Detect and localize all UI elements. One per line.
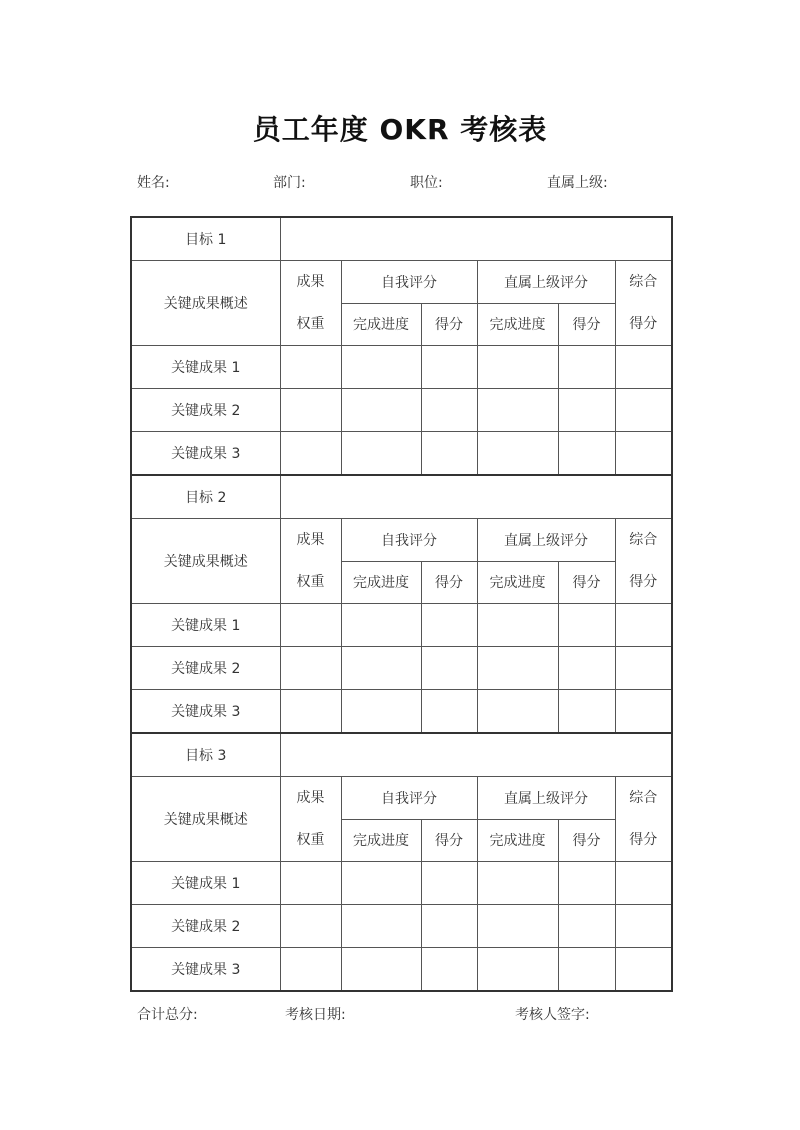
table-row [131, 604, 672, 647]
weight-cell[interactable] [280, 948, 341, 992]
overall-header-bottom: 得分 [629, 832, 658, 848]
okr-table [130, 216, 673, 992]
supervisor-score-header: 得分 [558, 561, 615, 604]
kr-summary-header: 关键成果概述 [131, 519, 280, 604]
footer-row [0, 1004, 800, 1024]
weight-cell[interactable] [280, 346, 341, 389]
weight-header [280, 261, 341, 346]
supervisor-eval-header: 直属上级评分 [477, 777, 615, 820]
weight-cell[interactable] [280, 432, 341, 476]
self-progress-cell[interactable] [341, 432, 421, 476]
table-row [131, 690, 672, 734]
weight-header-top: 成果 [296, 532, 325, 548]
overall-score-cell[interactable] [615, 862, 672, 905]
supervisor-score-cell[interactable] [558, 948, 615, 992]
supervisor-progress-cell[interactable] [477, 432, 558, 476]
goal-section-2 [131, 475, 672, 733]
department-label: 部门: [273, 175, 306, 191]
self-progress-cell[interactable] [341, 905, 421, 948]
goal-label: 目标 3 [131, 733, 280, 777]
kr-label: 关键成果 2 [131, 389, 280, 432]
weight-header-top: 成果 [296, 274, 325, 290]
self-progress-cell[interactable] [341, 389, 421, 432]
supervisor-score-header: 得分 [558, 819, 615, 862]
supervisor-score-cell[interactable] [558, 862, 615, 905]
kr-label: 关键成果 3 [131, 948, 280, 992]
supervisor-score-cell[interactable] [558, 647, 615, 690]
reviewer-signature-label: 考核人签字: [515, 1007, 590, 1023]
weight-header-bottom: 权重 [296, 574, 325, 590]
self-progress-cell[interactable] [341, 346, 421, 389]
supervisor-score-header: 得分 [558, 303, 615, 346]
self-score-cell[interactable] [421, 346, 477, 389]
kr-summary-header: 关键成果概述 [131, 777, 280, 862]
self-progress-cell[interactable] [341, 604, 421, 647]
supervisor-progress-cell[interactable] [477, 346, 558, 389]
position-label: 职位: [410, 175, 443, 191]
weight-cell[interactable] [280, 389, 341, 432]
table-row [131, 647, 672, 690]
weight-header-bottom: 权重 [296, 316, 325, 332]
self-score-cell[interactable] [421, 690, 477, 734]
self-score-cell[interactable] [421, 647, 477, 690]
overall-score-cell[interactable] [615, 389, 672, 432]
self-score-cell[interactable] [421, 905, 477, 948]
kr-label: 关键成果 1 [131, 346, 280, 389]
self-score-cell[interactable] [421, 432, 477, 476]
supervisor-eval-header: 直属上级评分 [477, 261, 615, 304]
weight-header-top: 成果 [296, 790, 325, 806]
goal-input-cell[interactable] [280, 733, 672, 777]
name-label: 姓名: [137, 175, 170, 191]
self-progress-cell[interactable] [341, 690, 421, 734]
supervisor-eval-header: 直属上级评分 [477, 519, 615, 562]
overall-score-cell[interactable] [615, 690, 672, 734]
kr-label: 关键成果 3 [131, 690, 280, 734]
self-eval-header: 自我评分 [341, 261, 477, 304]
weight-cell[interactable] [280, 647, 341, 690]
weight-header [280, 519, 341, 604]
overall-score-header [615, 519, 672, 604]
self-progress-header: 完成进度 [341, 303, 421, 346]
overall-score-cell[interactable] [615, 604, 672, 647]
overall-score-cell[interactable] [615, 432, 672, 476]
supervisor-score-cell[interactable] [558, 604, 615, 647]
supervisor-label: 直属上级: [547, 175, 608, 191]
table-row [131, 948, 672, 992]
page-title: 员工年度 OKR 考核表 [252, 113, 548, 146]
overall-header-bottom: 得分 [629, 316, 658, 332]
supervisor-progress-header: 完成进度 [477, 303, 558, 346]
goal-input-cell[interactable] [280, 475, 672, 519]
supervisor-progress-cell[interactable] [477, 905, 558, 948]
self-eval-header: 自我评分 [341, 519, 477, 562]
table-row [131, 389, 672, 432]
supervisor-progress-cell[interactable] [477, 948, 558, 992]
kr-label: 关键成果 2 [131, 647, 280, 690]
total-score-label: 合计总分: [137, 1007, 198, 1023]
supervisor-progress-header: 完成进度 [477, 561, 558, 604]
overall-header-top: 综合 [629, 532, 658, 548]
kr-summary-header: 关键成果概述 [131, 261, 280, 346]
table-row [131, 862, 672, 905]
self-progress-header: 完成进度 [341, 561, 421, 604]
supervisor-score-cell[interactable] [558, 389, 615, 432]
overall-score-cell[interactable] [615, 905, 672, 948]
supervisor-score-cell[interactable] [558, 432, 615, 476]
overall-header-top: 综合 [629, 274, 658, 290]
weight-cell[interactable] [280, 604, 341, 647]
employee-info-row [0, 172, 800, 192]
self-progress-cell[interactable] [341, 862, 421, 905]
review-date-label: 考核日期: [285, 1007, 346, 1023]
overall-header-bottom: 得分 [629, 574, 658, 590]
self-progress-cell[interactable] [341, 948, 421, 992]
supervisor-progress-cell[interactable] [477, 389, 558, 432]
self-score-header: 得分 [421, 303, 477, 346]
supervisor-score-cell[interactable] [558, 690, 615, 734]
supervisor-progress-header: 完成进度 [477, 819, 558, 862]
supervisor-progress-cell[interactable] [477, 862, 558, 905]
weight-cell[interactable] [280, 905, 341, 948]
overall-score-cell[interactable] [615, 948, 672, 992]
table-row [131, 346, 672, 389]
goal-section-1 [131, 217, 672, 475]
self-score-header: 得分 [421, 819, 477, 862]
self-progress-header: 完成进度 [341, 819, 421, 862]
overall-score-header [615, 261, 672, 346]
weight-cell[interactable] [280, 690, 341, 734]
kr-label: 关键成果 3 [131, 432, 280, 476]
goal-input-cell[interactable] [280, 217, 672, 261]
kr-label: 关键成果 1 [131, 862, 280, 905]
weight-header [280, 777, 341, 862]
table-row [131, 432, 672, 476]
supervisor-progress-cell[interactable] [477, 647, 558, 690]
supervisor-score-cell[interactable] [558, 346, 615, 389]
supervisor-score-cell[interactable] [558, 905, 615, 948]
weight-header-bottom: 权重 [296, 832, 325, 848]
goal-label: 目标 1 [131, 217, 280, 261]
self-score-cell[interactable] [421, 948, 477, 992]
supervisor-progress-cell[interactable] [477, 690, 558, 734]
self-score-cell[interactable] [421, 862, 477, 905]
goal-label: 目标 2 [131, 475, 280, 519]
self-score-header: 得分 [421, 561, 477, 604]
self-score-cell[interactable] [421, 604, 477, 647]
self-eval-header: 自我评分 [341, 777, 477, 820]
overall-header-top: 综合 [629, 790, 658, 806]
self-score-cell[interactable] [421, 389, 477, 432]
kr-label: 关键成果 1 [131, 604, 280, 647]
overall-score-cell[interactable] [615, 346, 672, 389]
goal-section-3 [131, 733, 672, 991]
overall-score-header [615, 777, 672, 862]
table-row [131, 905, 672, 948]
self-progress-cell[interactable] [341, 647, 421, 690]
overall-score-cell[interactable] [615, 647, 672, 690]
supervisor-progress-cell[interactable] [477, 604, 558, 647]
kr-label: 关键成果 2 [131, 905, 280, 948]
weight-cell[interactable] [280, 862, 341, 905]
